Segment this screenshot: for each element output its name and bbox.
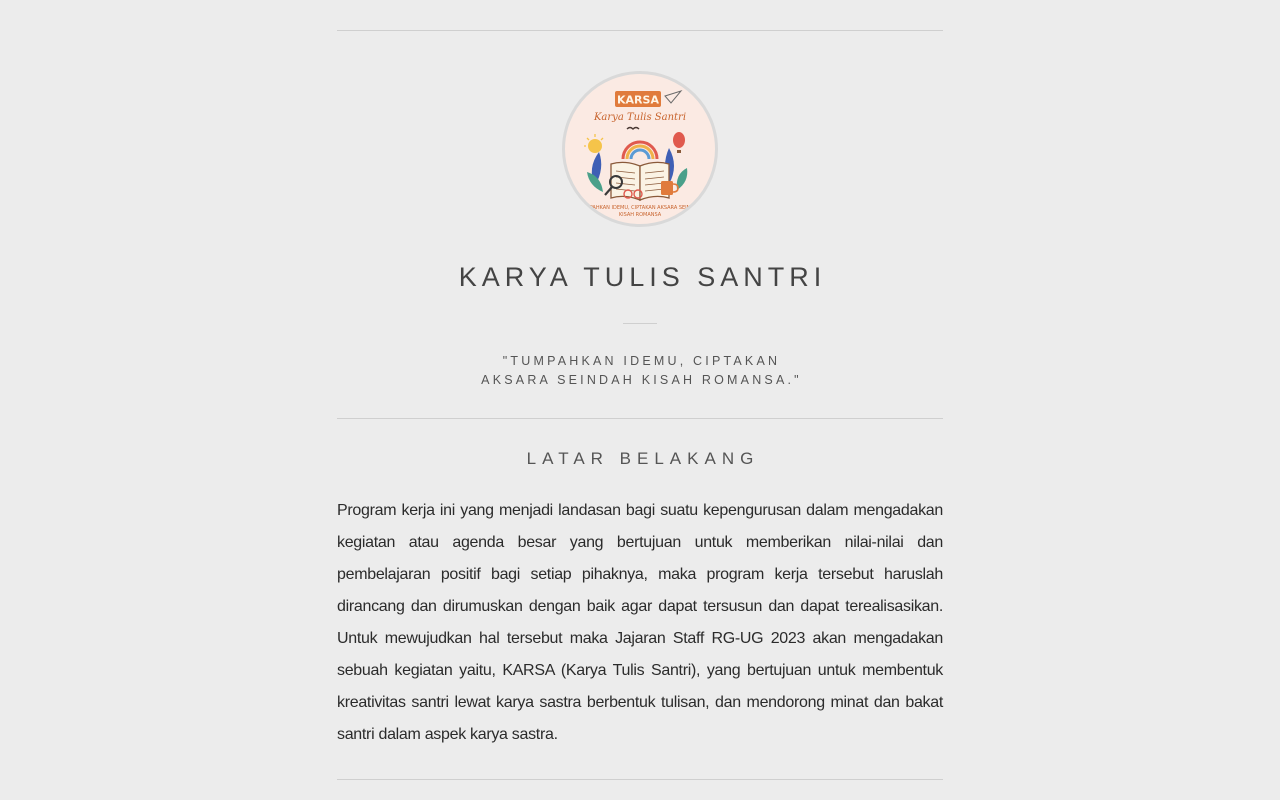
logo-caption-line1: TUMPAHKAN IDEMU, CIPTAKAN AKSARA SEINDAH xyxy=(578,205,702,211)
section-title: LATAR BELAKANG xyxy=(526,449,760,468)
site-tagline xyxy=(337,352,943,390)
tagline-line-2: AKSARA SEINDAH KISAH ROMANSA." xyxy=(481,373,802,387)
bottom-divider xyxy=(337,779,943,780)
logo-caption-line2: KISAH ROMANSA xyxy=(618,212,662,218)
section-body: Program kerja ini yang menjadi landasan bagi suatu kepengurusan dalam mengadakan kegiatan atau agenda besar yang bertujuan untuk memberikan nilai-nilai dan pembelajaran positif bagi setiap pihaknya, maka program kerja tersebut haruslah dirancang dan dirumuskan dengan baik agar dapat tersusun dan dapat terealisasikan. Untuk mewujudkan hal tersebut maka Jajaran Staff RG-UG 2023 akan mengadakan sebuah kegiatan yaitu, KARSA (Karya Tulis Santri), yang bertujuan untuk membentuk kreativitas santri lewat karya sastra berbentuk tulisan, dan mendorong minat dan bakat santri dalam aspek karya sastra. xyxy=(337,502,943,743)
title-divider xyxy=(623,323,657,324)
top-divider xyxy=(337,30,943,31)
site-title[interactable]: KARYA TULIS SANTRI xyxy=(458,262,827,292)
site-logo[interactable] xyxy=(562,71,718,227)
tagline-line-1: "TUMPAHKAN IDEMU, CIPTAKAN xyxy=(502,354,781,368)
logo-subtitle: Karya Tulis Santri xyxy=(593,112,687,123)
logo-title: KARSA xyxy=(617,93,659,107)
logo-illustration-icon xyxy=(565,74,715,224)
page-container xyxy=(337,0,943,780)
header-divider xyxy=(337,418,943,419)
